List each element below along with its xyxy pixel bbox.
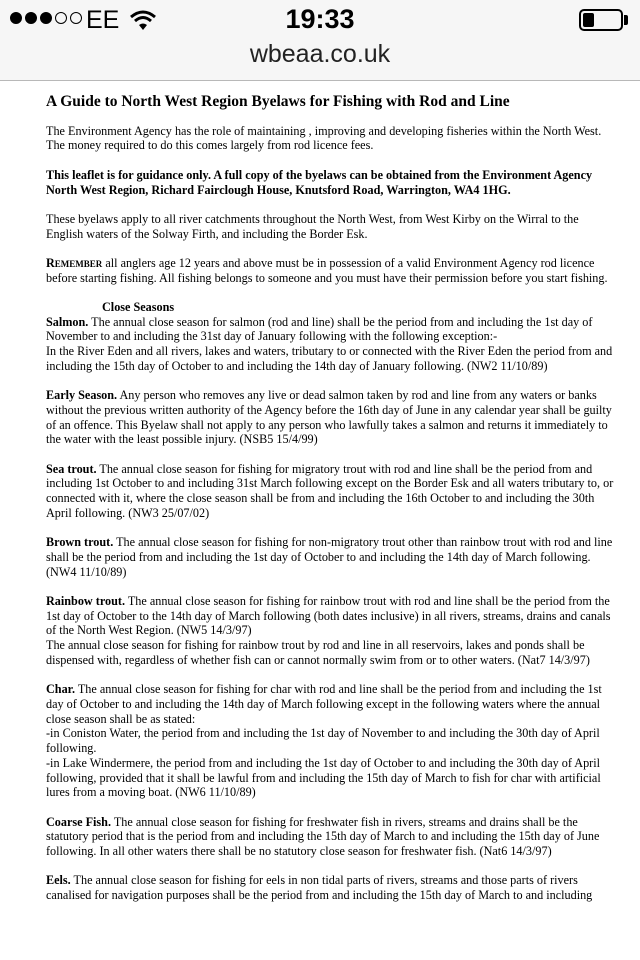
remember-text: all anglers age 12 years and above must be in possession of a valid Environment Agency rod licence before starting fishing. All fishing belongs to someone and you must have their permission before you start fishing. [46,255,608,285]
address-bar[interactable] [0,40,640,81]
url-text[interactable]: wbeaa.co.uk [249,40,391,68]
coarse-fish-label: Coarse Fish. [46,814,111,829]
coarse-fish-paragraph [46,815,618,859]
char-paragraph [46,682,618,800]
rainbow-trout-text-2: The annual close season for fishing for rainbow trout by rod and line in all reservoirs, lakes and ponds shall be dispensed with, regardless of whether fish can or cannot normally swim from or to other waters. (Nat7 14/3/97) [46,638,590,667]
char-label: Char. [46,682,76,697]
close-seasons-heading: Close Seasons [102,300,175,315]
salmon-text: The annual close season for salmon (rod and line) shall be the period from and including the 1st day of November to and including the 31st day of January following with the following exception:- [46,314,593,344]
char-text: The annual close season for fishing for char with rod and line shall be the period from and including the 1st day of October to and including the 14th day of March following except in the following waters where the annual close season shall be as stated: [46,682,602,726]
sea-trout-paragraph [46,462,618,521]
guidance-paragraph: This leaflet is for guidance only. A full copy of the byelaws can be obtained from the Environment Agency North West Region, Richard Fairclough House, Knutsford Road, Warrington, WA4 1HG. [46,167,593,197]
brown-trout-text: The annual close season for fishing for non-migratory trout other than rainbow trout with rod and line shall be the period from and including the 1st day of October to and including the 14th day of March following. (NW4 11/10/89) [46,535,613,579]
eels-text: The annual close season for fishing for eels in non tidal parts of rivers, streams and those parts of rivers canalised for navigation purposes shall be the period from and including the 15th day of March to and including [46,873,593,903]
clock: 19:33 [285,4,355,34]
brown-trout-label: Brown trout. [46,535,114,550]
eels-label: Eels. [46,873,71,888]
char-windermere-text: -in Lake Windermere, the period from and including the 1st day of October to and including the 30th day of April following, provided that it shall be lawful from and including the 15th day of March to fish for char with artificial lures from a moving boat. (NW6 11/10/89) [46,755,601,800]
remember-label: Remember [46,255,103,270]
intro-paragraph: The Environment Agency has the role of maintaining , improving and developing fisheries within the North West. The money required to do this comes largely from rod licence fees. [46,123,602,153]
document [46,95,618,917]
rainbow-trout-paragraph [46,594,618,668]
early-season-paragraph [46,388,618,447]
early-season-text: Any person who removes any live or dead salmon taken by rod and line from any waters or banks without the previous written authority of the Agency before the 16th day of June in any calendar year shall be guilty of an offence. This Byelaw shall not apply to any person who lawfully takes a salmon and returns it immediately to the water with the least possible injury. (NSB5 15/4/99) [46,388,612,447]
sea-trout-text: The annual close season for fishing for migratory trout with rod and line shall be the period from and including 1st October to and including 31st March following except on the Border Esk and all waters tributary to, or connected with it, where the close season shall be from and including the 16th October to and including the 30th April following. (NW3 25/07/02) [46,461,614,520]
brown-trout-paragraph [46,535,618,579]
salmon-label: Salmon. [46,314,89,329]
rainbow-trout-label: Rainbow trout. [46,594,126,609]
battery-level [583,13,594,27]
battery-icon [579,9,623,31]
salmon-paragraph [46,300,618,374]
status-bar [0,0,640,40]
salmon-exception-text: In the River Eden and all rivers, lakes and waters, tributary to or connected with the River Eden the period from and including the 15th day of October to and including the 14th day of January following. (NW2 11/10/89) [46,344,613,373]
battery-tip [624,15,628,25]
carrier-name: EE [86,6,120,34]
early-season-label: Early Season. [46,388,118,403]
eels-paragraph [46,873,618,902]
remember-paragraph [46,256,618,285]
web-page [0,81,640,960]
char-coniston-text: -in Coniston Water, the period from and including the 1st day of November to and including the 30th day of April following. [46,726,600,756]
scope-paragraph: These byelaws apply to all river catchments throughout the North West, from West Kirby on the Wirral to the English waters of the Solway Firth, and including the Border Esk. [46,211,579,241]
rainbow-trout-text: The annual close season for fishing for rainbow trout with rod and line shall be the period from the 1st day of October to the 14th day of March following (both dates inclusive) in all rivers, streams, drains and canals of the North West Region. (NW5 14/3/97) [46,594,611,638]
document-title: A Guide to North West Region Byelaws for Fishing with Rod and Line [46,93,510,110]
coarse-fish-text: The annual close season for fishing for freshwater fish in rivers, streams and drains shall be the statutory period that is the period from and including the 15th day of March to and including the 15th day of June following. In all other waters there shall be no statutory close season for freshwater fish. (Nat6 14/3/97) [46,814,600,858]
sea-trout-label: Sea trout. [46,461,97,476]
